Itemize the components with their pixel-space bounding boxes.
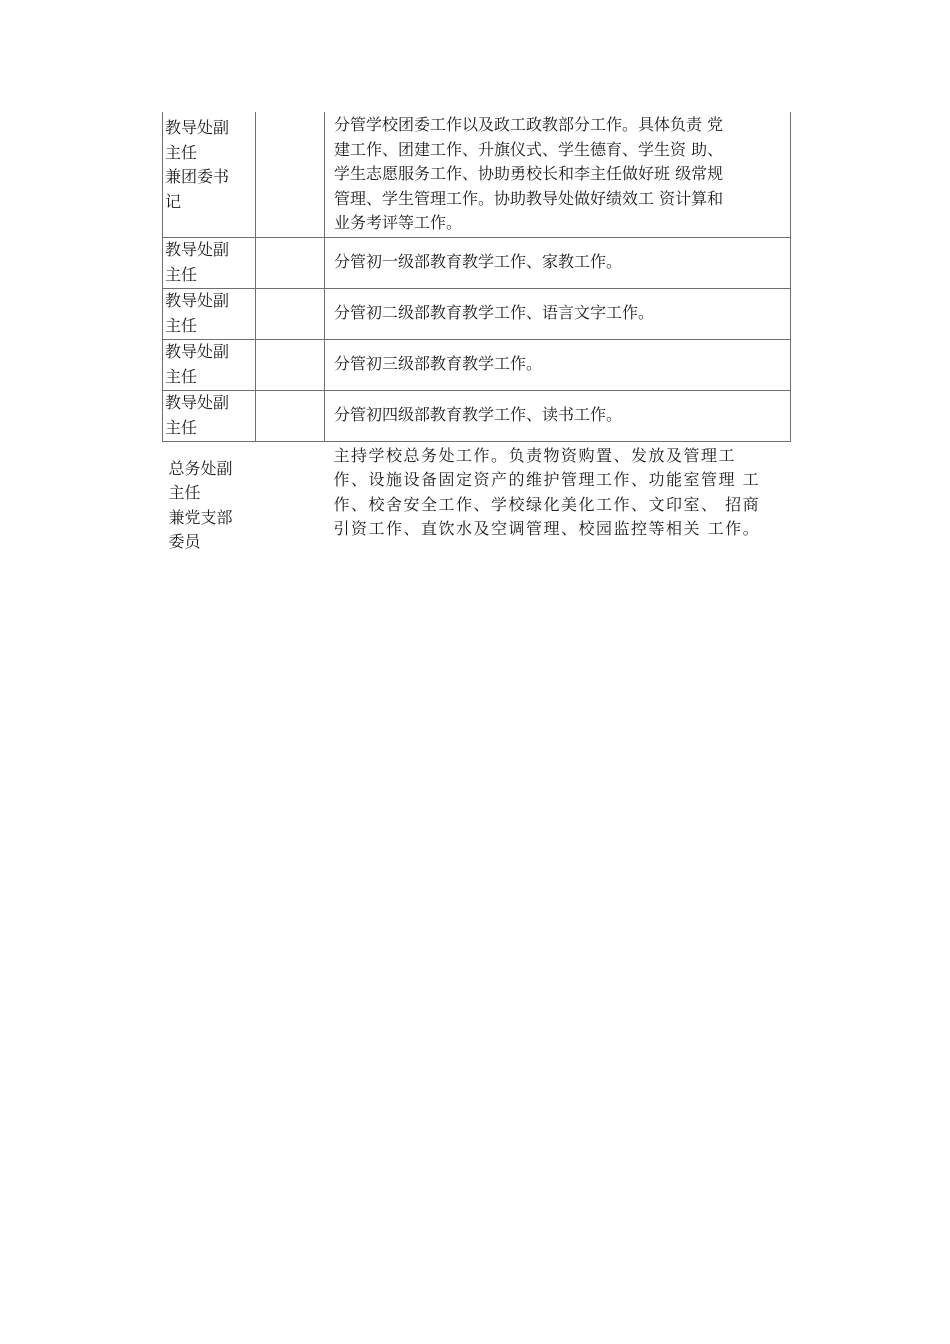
duty-description-cell [325, 112, 791, 237]
position-title-line: 兼党支部 [168, 507, 233, 527]
duty-description-cell [325, 441, 791, 555]
duty-table [162, 112, 791, 555]
position-title-line: 主任 [165, 366, 198, 386]
duty-line: 建工作、团建工作、升旗仪式、学生德育、学生资 助、 [334, 139, 724, 159]
position-title-line: 教导处副 [165, 342, 230, 361]
duty-description-cell [325, 288, 791, 339]
position-title-line: 主任 [165, 417, 198, 437]
person-name-cell [256, 390, 325, 441]
position-title-line: 兼团委书 [165, 167, 230, 186]
duty-description-cell [325, 237, 791, 288]
position-title-cell [163, 339, 256, 390]
position-title-cell [163, 288, 256, 339]
duty-line: 引资工作、直饮水及空调管理、校园监控等相关 工作。 [333, 519, 761, 538]
person-name-cell [256, 339, 325, 390]
position-title-cell [163, 112, 256, 237]
table-row [163, 339, 791, 390]
position-title-line: 教导处副 [165, 291, 230, 310]
position-title-cell [163, 237, 256, 288]
duty-line: 主持学校总务处工作。负责物资购置、发放及管理工 [333, 445, 737, 465]
position-title-line: 总务处副 [168, 458, 233, 478]
duty-line: 作、校舍安全工作、学校绿化美化工作、文印室、 招商 [333, 494, 761, 514]
table-row [163, 390, 791, 441]
position-title-line: 主任 [165, 142, 198, 162]
duty-line: 业务考评等工作。 [334, 213, 463, 232]
duty-line: 分管初一级部教育教学工作、家教工作。 [334, 252, 623, 272]
duty-description-cell [325, 390, 791, 441]
position-title-line: 教导处副 [165, 393, 230, 412]
table-row [163, 237, 791, 288]
position-title-cell [163, 390, 256, 441]
table-row [163, 112, 791, 237]
duty-line: 分管初三级部教育教学工作。 [334, 354, 543, 374]
duty-line: 分管初四级部教育教学工作、读书工作。 [334, 405, 623, 425]
position-title-line: 主任 [165, 315, 198, 335]
position-title-line: 主任 [165, 264, 198, 284]
person-name-cell [256, 441, 325, 555]
position-title-line: 教导处副 [165, 240, 230, 259]
person-name-cell [256, 288, 325, 339]
position-title-line: 记 [165, 191, 182, 211]
position-title-line: 委员 [168, 532, 201, 551]
position-title-line: 教导处副 [165, 118, 230, 137]
person-name-cell [256, 237, 325, 288]
duty-line: 学生志愿服务工作、协助勇校长和李主任做好班 级常规 [334, 164, 724, 183]
duty-line: 管理、学生管理工作。协助教导处做好绩效工 资计算和 [334, 188, 724, 208]
duty-line: 分管学校团委工作以及政工政教部分工作。具体负责 党 [334, 115, 724, 134]
duty-line: 分管初二级部教育教学工作、语言文字工作。 [334, 303, 655, 323]
table-row [163, 441, 791, 555]
table-row [163, 288, 791, 339]
position-title-cell [163, 441, 256, 555]
duty-description-cell [325, 339, 791, 390]
duty-line: 作、设施设备固定资产的维护管理工作、功能室管理 工 [333, 470, 761, 489]
position-title-line: 主任 [168, 483, 201, 502]
person-name-cell [256, 112, 325, 237]
